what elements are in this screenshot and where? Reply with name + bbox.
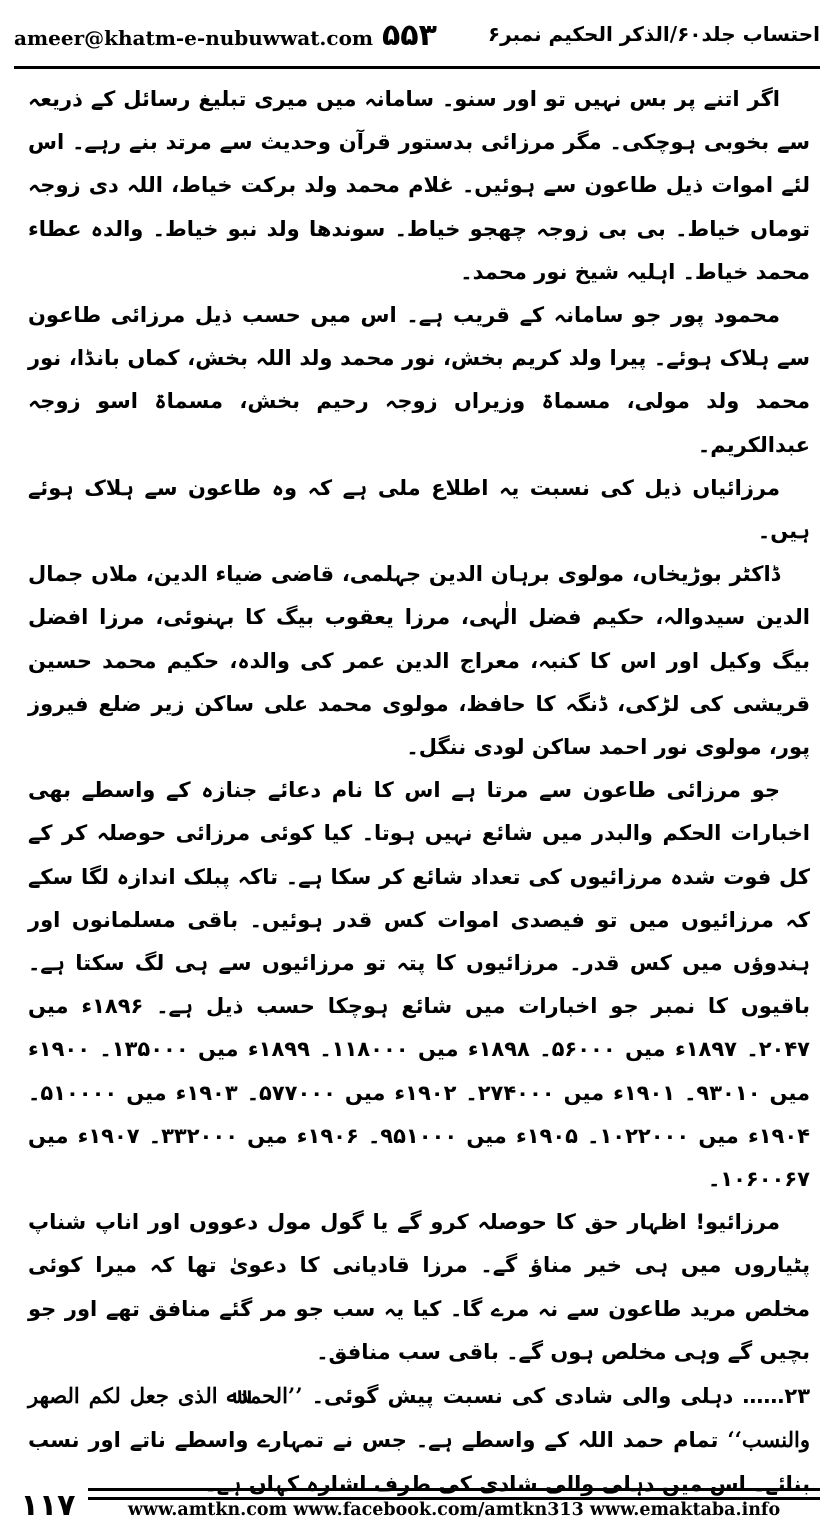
prophecy-number: ۲۳…… bbox=[733, 1384, 811, 1409]
prophecy-lead: دہلی والی شادی کی نسبت پیش گوئی۔ bbox=[302, 1384, 734, 1409]
page-footer bbox=[14, 1486, 820, 1530]
footer-websites[interactable]: www.amtkn.com www.facebook.com/amtkn313 www.emaktaba.info bbox=[127, 1500, 781, 1520]
paragraph-report: مرزائیاں ذیل کی نسبت یہ اطلاع ملی ہے کہ وہ طاعون سے ہلاک ہوئے ہیں۔ bbox=[28, 475, 810, 544]
paragraph-samana: اگر اتنے پر بس نہیں تو اور سنو۔ سامانہ میں میری تبلیغ رسائل کے ذریعہ سے بخوبی ہوچکی۔ مگر مرزائی بدستور قرآن وحدیث سے مرتد بنے رہے۔ اس لئے اموات ذیل طاعون سے ہوئیں۔ غلام محمد ولد برکت خیاط، اللہ دی زوجہ توماں خیاط۔ بی بی زوجہ چھجو خیاط۔ سوندھا ولد نبو خیاط۔ والدہ عطاء محمد خیاط۔ اہلیہ شیخ نور محمد۔ bbox=[28, 87, 810, 284]
footer-double-rule bbox=[88, 1488, 820, 1500]
arabic-quote: ’’الحمدﷲ الذی جعل لکم الصھر والنسب‘‘ bbox=[28, 1383, 810, 1453]
quote-translation: تمام حمد اللہ کے واسطے ہے۔ جس نے تمہارے واسطے ناتے اور نسب بنائے۔ اس میں دہلی والی شادی کی طرف اشارہ کہاں ہے۔ bbox=[28, 1428, 810, 1496]
header-email[interactable]: ameer@khatm-e-nubuwwat.com bbox=[14, 26, 374, 50]
header-page-number: ۵۵۳ bbox=[382, 18, 437, 53]
header-running-title: احتساب جلد۶۰/الذکر الحکیم نمبر۶ bbox=[487, 22, 820, 46]
paragraph-mahmudpur: محمود پور جو سامانہ کے قریب ہے۔ اس میں حسب ذیل مرزائی طاعون سے ہلاک ہوئے۔ پیرا ولد کریم بخش، نور محمد ولد اللہ بخش، کماں بانڈا، نور محمد ولد مولی، مسماۃ وزیراں زوجہ رحیم بخش، مسماۃ اسو زوجہ عبدالکریم۔ bbox=[28, 303, 810, 457]
header-rule bbox=[14, 66, 820, 69]
paragraph-names: ڈاکٹر بوڑیخاں، مولوی برہان الدین جہلمی، قاضی ضیاء الدین، ملاں جمال الدین سیدوالہ، حکیم فضل الٰہی، مرزا یعقوب بیگ کا بہنوئی، مرزا افضل بیگ وکیل اور اس کا کنبہ، معراج الدین عمر کی والدہ، حکیم محمد حسین قریشی کی لڑکی، ڈنگہ کا حافظ، مولوی محمد علی ساکن زیر ضلع فیروز پور، مولوی نور احمد ساکن لودی ننگل۔ bbox=[28, 562, 810, 760]
page-header bbox=[14, 18, 820, 66]
paragraph-challenge: مرزائیو! اظہار حق کا حوصلہ کرو گے یا گول مول دعووں اور اناپ شناپ پٹیاروں میں ہی خیر مناؤ گے۔ مرزا قادیانی کا دعویٰ تھا کہ میرا کوئی مخلص مرید طاعون سے نہ مرے گا۔ کیا یہ سب جو مر گئے منافق تھے اور جو بچیں گے وہی مخلص ہوں گے۔ باقی سب منافق۔ bbox=[28, 1210, 810, 1364]
paragraph-statistics: جو مرزائی طاعون سے مرتا ہے اس کا نام دعائے جنازہ کے واسطے بھی اخبارات الحکم والبدر میں شائع نہیں ہوتا۔ کیا کوئی مرزائی حوصلہ کر کے کل فوت شدہ مرزائیوں کی تعداد شائع کر سکا ہے۔ تاکہ پبلک اندازہ لگا سکے کہ مرزائیوں میں تو فیصدی اموات کس قدر ہوئیں۔ باقی مسلمانوں اور ہندوؤں میں کس قدر۔ مرزائیوں کا پتہ تو مرزائیوں سے ہی لگ سکتا ہے۔ باقیوں کا نمبر جو اخبارات میں شائع ہوچکا حسب ذیل ہے۔ ۱۸۹۶ء میں ۲۰۴۷۔ ۱۸۹۷ء میں ۵۶۰۰۰۔ ۱۸۹۸ء میں ۱۱۸۰۰۰۔ ۱۸۹۹ء میں ۱۳۵۰۰۰۔ ۱۹۰۰ء میں ۹۳۰۱۰۔ ۱۹۰۱ء میں ۲۷۴۰۰۰۔ ۱۹۰۲ء میں ۵۷۷۰۰۰۔ ۱۹۰۳ء میں ۵۱۰۰۰۰۔ ۱۹۰۴ء میں ۱۰۲۲۰۰۰۔ ۱۹۰۵ء میں ۹۵۱۰۰۰۔ ۱۹۰۶ء میں ۳۳۲۰۰۰۔ ۱۹۰۷ء میں ۱۰۶۰۰۶۷۔ bbox=[28, 778, 810, 1192]
footer-page-number: ۱۱۷ bbox=[20, 1488, 76, 1523]
body-text bbox=[28, 78, 810, 1506]
